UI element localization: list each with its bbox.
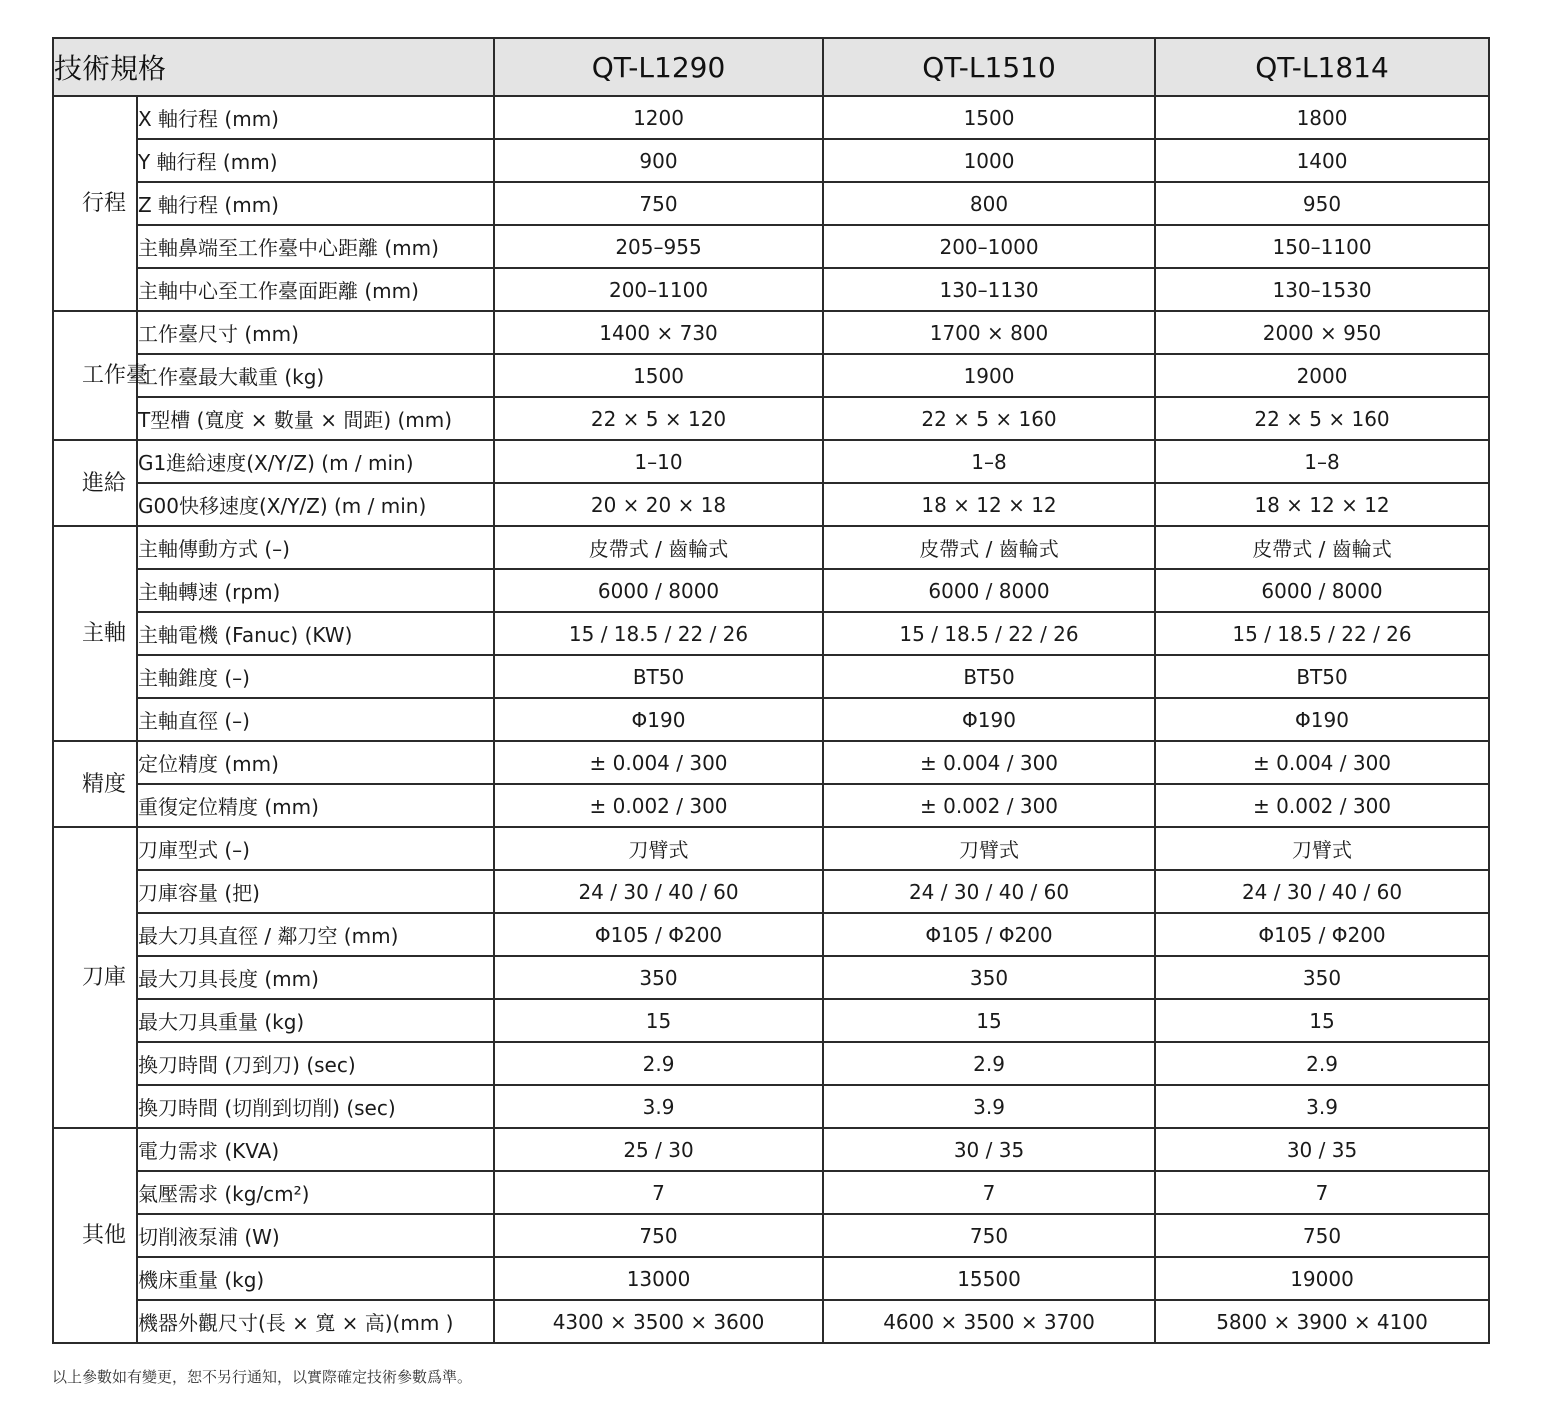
- group-label-text: 其他: [82, 1223, 127, 1248]
- spec-label: 氣壓需求 (kg/cm²): [137, 1171, 494, 1214]
- table-row: [53, 526, 1489, 569]
- spec-value: 24 / 30 / 40 / 60: [1155, 870, 1489, 913]
- table-row: [53, 999, 1489, 1042]
- spec-label: 主軸電機 (Fanuc) (KW): [137, 612, 494, 655]
- spec-value: 刀臂式: [494, 827, 823, 870]
- spec-label: 切削液泵浦 (W): [137, 1214, 494, 1257]
- table-row: [53, 268, 1489, 311]
- spec-label: 刀庫容量 (把): [137, 870, 494, 913]
- spec-value: 350: [1155, 956, 1489, 999]
- spec-value: 18 × 12 × 12: [823, 483, 1155, 526]
- table-row: [53, 397, 1489, 440]
- spec-value: 2.9: [494, 1042, 823, 1085]
- spec-label: 主軸鼻端至工作臺中心距離 (mm): [137, 225, 494, 268]
- spec-label: X 軸行程 (mm): [137, 96, 494, 139]
- spec-value: 1000: [823, 139, 1155, 182]
- spec-value: 15: [1155, 999, 1489, 1042]
- spec-value: 750: [1155, 1214, 1489, 1257]
- table-row: [53, 96, 1489, 139]
- spec-value: 200–1100: [494, 268, 823, 311]
- group-label-text: 主軸: [82, 621, 127, 646]
- table-row: [53, 870, 1489, 913]
- spec-value: 15 / 18.5 / 22 / 26: [823, 612, 1155, 655]
- spec-value: 750: [823, 1214, 1155, 1257]
- group-label: [53, 827, 137, 1128]
- spec-value: 900: [494, 139, 823, 182]
- spec-value: 3.9: [823, 1085, 1155, 1128]
- spec-label: 電力需求 (KVA): [137, 1128, 494, 1171]
- spec-value: 7: [494, 1171, 823, 1214]
- spec-value: Φ105 / Φ200: [1155, 913, 1489, 956]
- spec-value: Φ190: [1155, 698, 1489, 741]
- spec-value: Φ105 / Φ200: [823, 913, 1155, 956]
- spec-value: 1400: [1155, 139, 1489, 182]
- spec-label: 定位精度 (mm): [137, 741, 494, 784]
- spec-value: 800: [823, 182, 1155, 225]
- spec-value: 刀臂式: [823, 827, 1155, 870]
- spec-value: 950: [1155, 182, 1489, 225]
- spec-label: 主軸錐度 (–): [137, 655, 494, 698]
- spec-label: 換刀時間 (刀到刀) (sec): [137, 1042, 494, 1085]
- table-row: [53, 440, 1489, 483]
- spec-label: 最大刀具直徑 / 鄰刀空 (mm): [137, 913, 494, 956]
- spec-value: 皮帶式 / 齒輪式: [494, 526, 823, 569]
- group-label: [53, 96, 137, 311]
- spec-label: T型槽 (寬度 × 數量 × 間距) (mm): [137, 397, 494, 440]
- table-row: [53, 225, 1489, 268]
- spec-value: 皮帶式 / 齒輪式: [823, 526, 1155, 569]
- spec-label: 主軸轉速 (rpm): [137, 569, 494, 612]
- model-header: QT-L1814: [1155, 38, 1489, 96]
- spec-value: 200–1000: [823, 225, 1155, 268]
- group-label: [53, 1128, 137, 1343]
- spec-value: 22 × 5 × 120: [494, 397, 823, 440]
- table-row: [53, 612, 1489, 655]
- group-label-text: 進給: [82, 470, 127, 496]
- table-row: [53, 827, 1489, 870]
- group-label-text: 刀庫: [82, 965, 127, 990]
- spec-value: 1900: [823, 354, 1155, 397]
- spec-value: ± 0.004 / 300: [823, 741, 1155, 784]
- spec-value: 22 × 5 × 160: [1155, 397, 1489, 440]
- spec-value: 130–1130: [823, 268, 1155, 311]
- spec-value: 20 × 20 × 18: [494, 483, 823, 526]
- spec-value: 3.9: [494, 1085, 823, 1128]
- spec-value: 4600 × 3500 × 3700: [823, 1300, 1155, 1343]
- spec-value: 19000: [1155, 1257, 1489, 1300]
- spec-value: 750: [494, 182, 823, 225]
- spec-value: 1200: [494, 96, 823, 139]
- spec-value: ± 0.002 / 300: [823, 784, 1155, 827]
- spec-value: Φ190: [494, 698, 823, 741]
- spec-value: 2000: [1155, 354, 1489, 397]
- spec-label: 換刀時間 (切削到切削) (sec): [137, 1085, 494, 1128]
- table-row: [53, 139, 1489, 182]
- spec-value: 25 / 30: [494, 1128, 823, 1171]
- spec-value: 750: [494, 1214, 823, 1257]
- model-header: QT-L1510: [823, 38, 1155, 96]
- spec-value: Φ105 / Φ200: [494, 913, 823, 956]
- spec-value: 刀臂式: [1155, 827, 1489, 870]
- spec-value: 4300 × 3500 × 3600: [494, 1300, 823, 1343]
- spec-value: BT50: [1155, 655, 1489, 698]
- spec-label: 主軸直徑 (–): [137, 698, 494, 741]
- spec-value: 15 / 18.5 / 22 / 26: [1155, 612, 1489, 655]
- spec-value: 1700 × 800: [823, 311, 1155, 354]
- spec-value: 1800: [1155, 96, 1489, 139]
- header-row: [53, 38, 1489, 96]
- table-row: [53, 483, 1489, 526]
- spec-value: 1–8: [1155, 440, 1489, 483]
- spec-value: 1500: [494, 354, 823, 397]
- table-row: [53, 655, 1489, 698]
- spec-value: 2.9: [1155, 1042, 1489, 1085]
- table-row: [53, 698, 1489, 741]
- table-row: [53, 1214, 1489, 1257]
- table-title: 技術規格: [53, 38, 494, 96]
- table-row: [53, 311, 1489, 354]
- spec-value: 24 / 30 / 40 / 60: [494, 870, 823, 913]
- spec-label: 刀庫型式 (–): [137, 827, 494, 870]
- spec-value: 15: [494, 999, 823, 1042]
- spec-value: 350: [823, 956, 1155, 999]
- spec-value: 皮帶式 / 齒輪式: [1155, 526, 1489, 569]
- table-row: [53, 1128, 1489, 1171]
- spec-label: 工作臺尺寸 (mm): [137, 311, 494, 354]
- spec-value: Φ190: [823, 698, 1155, 741]
- group-label: [53, 526, 137, 741]
- spec-value: ± 0.002 / 300: [1155, 784, 1489, 827]
- spec-value: ± 0.004 / 300: [494, 741, 823, 784]
- table-row: [53, 1300, 1489, 1343]
- spec-value: BT50: [494, 655, 823, 698]
- spec-value: 1400 × 730: [494, 311, 823, 354]
- spec-table: [52, 37, 1490, 1344]
- table-row: [53, 354, 1489, 397]
- table-row: [53, 1085, 1489, 1128]
- spec-value: 350: [494, 956, 823, 999]
- spec-value: 5800 × 3900 × 4100: [1155, 1300, 1489, 1343]
- spec-value: 205–955: [494, 225, 823, 268]
- table-row: [53, 956, 1489, 999]
- spec-value: 150–1100: [1155, 225, 1489, 268]
- spec-value: 24 / 30 / 40 / 60: [823, 870, 1155, 913]
- spec-value: 2000 × 950: [1155, 311, 1489, 354]
- footnote: 以上參數如有變更，恕不另行通知，以實際確定技術參數爲準。: [52, 1368, 473, 1386]
- spec-label: 最大刀具長度 (mm): [137, 956, 494, 999]
- group-label-text: 精度: [82, 771, 127, 797]
- spec-value: BT50: [823, 655, 1155, 698]
- spec-value: 13000: [494, 1257, 823, 1300]
- spec-value: ± 0.004 / 300: [1155, 741, 1489, 784]
- spec-value: 6000 / 8000: [494, 569, 823, 612]
- group-label: [53, 440, 137, 526]
- spec-value: 30 / 35: [1155, 1128, 1489, 1171]
- table-row: [53, 569, 1489, 612]
- model-header: QT-L1290: [494, 38, 823, 96]
- spec-value: 30 / 35: [823, 1128, 1155, 1171]
- spec-value: 7: [823, 1171, 1155, 1214]
- table-row: [53, 784, 1489, 827]
- spec-value: 3.9: [1155, 1085, 1489, 1128]
- group-label: [53, 311, 149, 440]
- spec-value: 18 × 12 × 12: [1155, 483, 1489, 526]
- table-row: [53, 741, 1489, 784]
- table-row: [53, 182, 1489, 225]
- group-label-text: 行程: [82, 191, 127, 216]
- spec-value: 1500: [823, 96, 1155, 139]
- spec-label: G1進給速度(X/Y/Z) (m / min): [137, 440, 494, 483]
- spec-label: 機器外觀尺寸(長 × 寬 × 高)(mm ): [137, 1300, 494, 1343]
- spec-label: G00快移速度(X/Y/Z) (m / min): [137, 483, 494, 526]
- spec-value: 6000 / 8000: [823, 569, 1155, 612]
- spec-value: 15 / 18.5 / 22 / 26: [494, 612, 823, 655]
- spec-value: 22 × 5 × 160: [823, 397, 1155, 440]
- spec-label: 重復定位精度 (mm): [137, 784, 494, 827]
- table-row: [53, 913, 1489, 956]
- table-row: [53, 1042, 1489, 1085]
- spec-value: 15: [823, 999, 1155, 1042]
- spec-label: 工作臺最大載重 (kg): [137, 354, 494, 397]
- group-label: [53, 741, 137, 827]
- spec-value: 1–8: [823, 440, 1155, 483]
- spec-body: [53, 96, 1489, 1343]
- spec-label: 主軸傳動方式 (–): [137, 526, 494, 569]
- spec-label: 最大刀具重量 (kg): [137, 999, 494, 1042]
- table-row: [53, 1257, 1489, 1300]
- spec-label: 主軸中心至工作臺面距離 (mm): [137, 268, 494, 311]
- spec-value: 15500: [823, 1257, 1155, 1300]
- table-row: [53, 1171, 1489, 1214]
- spec-value: 2.9: [823, 1042, 1155, 1085]
- spec-value: 1–10: [494, 440, 823, 483]
- spec-value: 130–1530: [1155, 268, 1489, 311]
- spec-value: ± 0.002 / 300: [494, 784, 823, 827]
- spec-label: 機床重量 (kg): [137, 1257, 494, 1300]
- group-label-text: 工作臺: [82, 363, 149, 388]
- spec-label: Y 軸行程 (mm): [137, 139, 494, 182]
- spec-label: Z 軸行程 (mm): [137, 182, 494, 225]
- spec-value: 7: [1155, 1171, 1489, 1214]
- spec-value: 6000 / 8000: [1155, 569, 1489, 612]
